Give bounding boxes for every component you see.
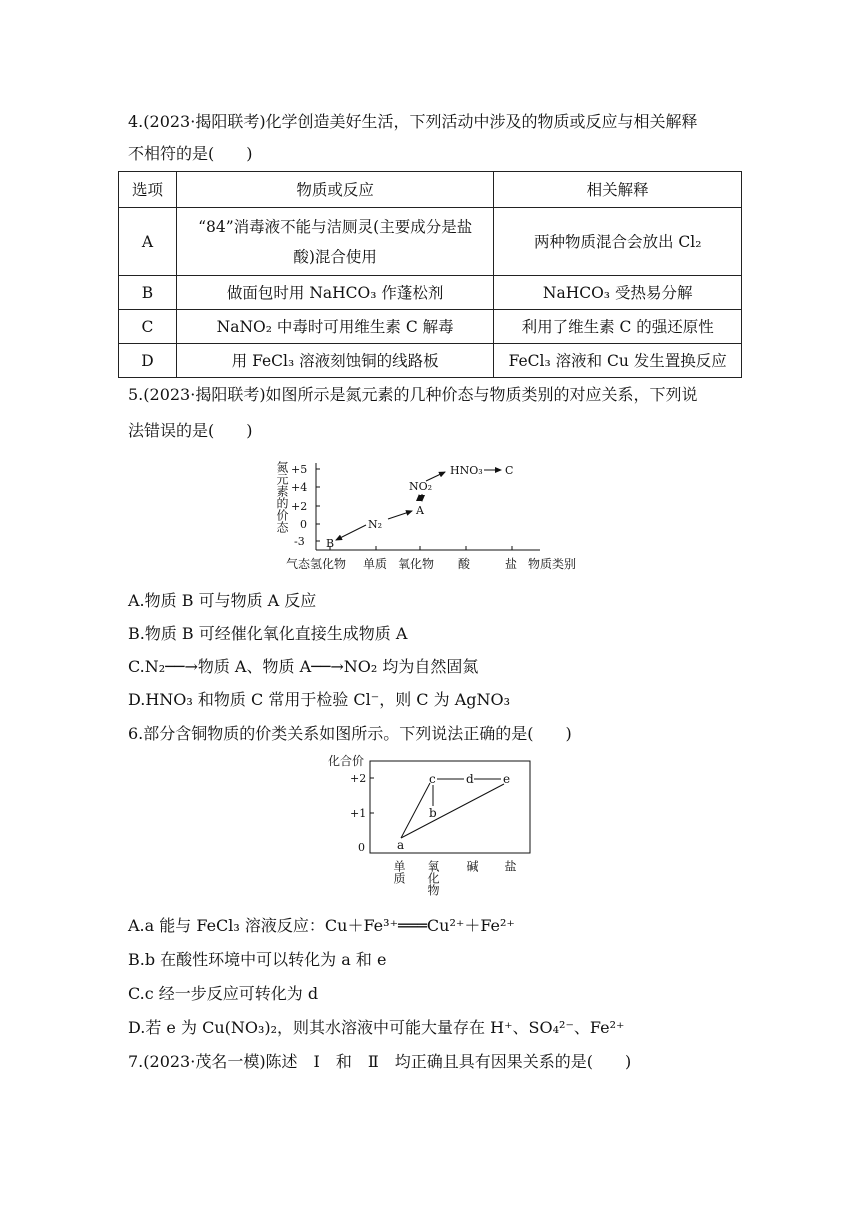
copper-valence-chart (322, 752, 542, 908)
q6-option-d: D.若 e 为 Cu(NO₃)₂，则其水溶液中可能大量存在 H⁺、SO₄²⁻、Fe²⁺ (128, 1018, 625, 1037)
x-category-label: 气态氢化物 (286, 557, 347, 571)
x-category-label: 单质 (392, 860, 406, 884)
option-cell: B (119, 276, 177, 310)
point-label-NO2: NO₂ (409, 480, 433, 493)
point-label-c: c (429, 772, 436, 786)
x-axis-label: 物质类别 (528, 557, 577, 571)
table-row (119, 208, 742, 276)
q5-option-a: A.物质 B 可与物质 A 反应 (128, 591, 317, 610)
q5-stem-line1: 5.(2023·揭阳联考)如图所示是氮元素的几种价态与物质类别的对应关系，下列说 (128, 385, 698, 404)
y-tick-label: -3 (294, 535, 305, 548)
x-category-label: 酸 (458, 557, 471, 571)
explanation-cell: NaHCO₃ 受热易分解 (494, 276, 742, 310)
y-tick-label: +4 (291, 481, 308, 494)
substance-line: “84”消毒液不能与洁厕灵(主要成分是盐 (198, 217, 473, 236)
x-category-label: 氧化物 (398, 557, 435, 571)
y-tick-label: +2 (350, 772, 367, 785)
q5-option-b: B.物质 B 可经催化氧化直接生成物质 A (128, 624, 408, 643)
explanation-cell: 利用了维生素 C 的强还原性 (494, 310, 742, 344)
point-label-B: B (326, 537, 335, 550)
y-axis-label: 化合价 (328, 754, 365, 768)
q5-stem-line2: 法错误的是( ) (128, 421, 253, 440)
q5-option-c: C.N₂──→物质 A、物质 A──→NO₂ 均为自然固氮 (128, 657, 479, 676)
q6-stem: 6.部分含铜物质的价类关系如图所示。下列说法正确的是( ) (128, 724, 572, 743)
point-label-a: a (397, 838, 405, 852)
option-cell: A (119, 208, 177, 276)
arrow-N2-to-B (336, 525, 366, 540)
q7-stem: 7.(2023·茂名一模)陈述 Ⅰ 和 Ⅱ 均正确且具有因果关系的是( ) (128, 1052, 632, 1071)
point-label-HNO3: HNO₃ (450, 464, 483, 477)
x-category-label: 单质 (363, 557, 388, 571)
y-tick-label: +5 (291, 463, 308, 476)
point-label-b: b (429, 806, 437, 820)
line-a-c (401, 783, 430, 838)
table-row (119, 310, 742, 344)
x-category-label: 氧化物 (426, 860, 440, 896)
substance-cell (176, 208, 493, 276)
y-tick-label: 0 (358, 841, 365, 854)
q4-stem-line2: 不相符的是( ) (128, 144, 253, 163)
y-tick-label: +2 (291, 500, 308, 513)
x-category-label: 盐 (505, 557, 518, 571)
option-cell: D (119, 344, 177, 378)
y-axis-label: 氮元素的价态 (275, 461, 289, 533)
table-row (119, 276, 742, 310)
x-category-label: 碱 (465, 860, 479, 872)
point-label-e: e (503, 772, 511, 786)
q6-option-c: C.c 经一步反应可转化为 d (128, 984, 319, 1003)
table-header-cell: 选项 (119, 172, 177, 208)
nitrogen-valence-chart (270, 455, 590, 575)
explanation-cell: 两种物质混合会放出 Cl₂ (494, 208, 742, 276)
table-header-row (119, 172, 742, 208)
y-tick-label: +1 (350, 807, 367, 820)
q6-option-a: A.a 能与 FeCl₃ 溶液反应：Cu＋Fe³⁺═══Cu²⁺＋Fe²⁺ (128, 916, 515, 935)
arrow-N2-to-A (388, 511, 412, 519)
option-cell: C (119, 310, 177, 344)
substance-cell: 用 FeCl₃ 溶液刻蚀铜的线路板 (176, 344, 493, 378)
point-label-d: d (466, 772, 474, 786)
point-label-A: A (416, 504, 424, 517)
explanation-cell: FeCl₃ 溶液和 Cu 发生置换反应 (494, 344, 742, 378)
table-header-cell: 物质或反应 (176, 172, 493, 208)
line-a-e (401, 784, 504, 838)
q4-table (118, 171, 742, 378)
arrow-NO2-to-HNO3 (426, 472, 445, 481)
point-label-N2: N₂ (368, 518, 383, 531)
table-header-cell: 相关解释 (494, 172, 742, 208)
x-category-label: 盐 (503, 860, 517, 872)
y-tick-label: 0 (300, 518, 307, 531)
substance-cell: 做面包时用 NaHCO₃ 作蓬松剂 (176, 276, 493, 310)
table-row (119, 344, 742, 378)
substance-cell: NaNO₂ 中毒时可用维生素 C 解毒 (176, 310, 493, 344)
q5-option-d: D.HNO₃ 和物质 C 常用于检验 Cl⁻，则 C 为 AgNO₃ (128, 690, 511, 709)
substance-line: 酸)混合使用 (293, 247, 377, 266)
q6-option-b: B.b 在酸性环境中可以转化为 a 和 e (128, 950, 387, 969)
q4-stem-line1: 4.(2023·揭阳联考)化学创造美好生活，下列活动中涉及的物质或反应与相关解释 (128, 112, 698, 131)
point-label-C: C (505, 464, 514, 477)
